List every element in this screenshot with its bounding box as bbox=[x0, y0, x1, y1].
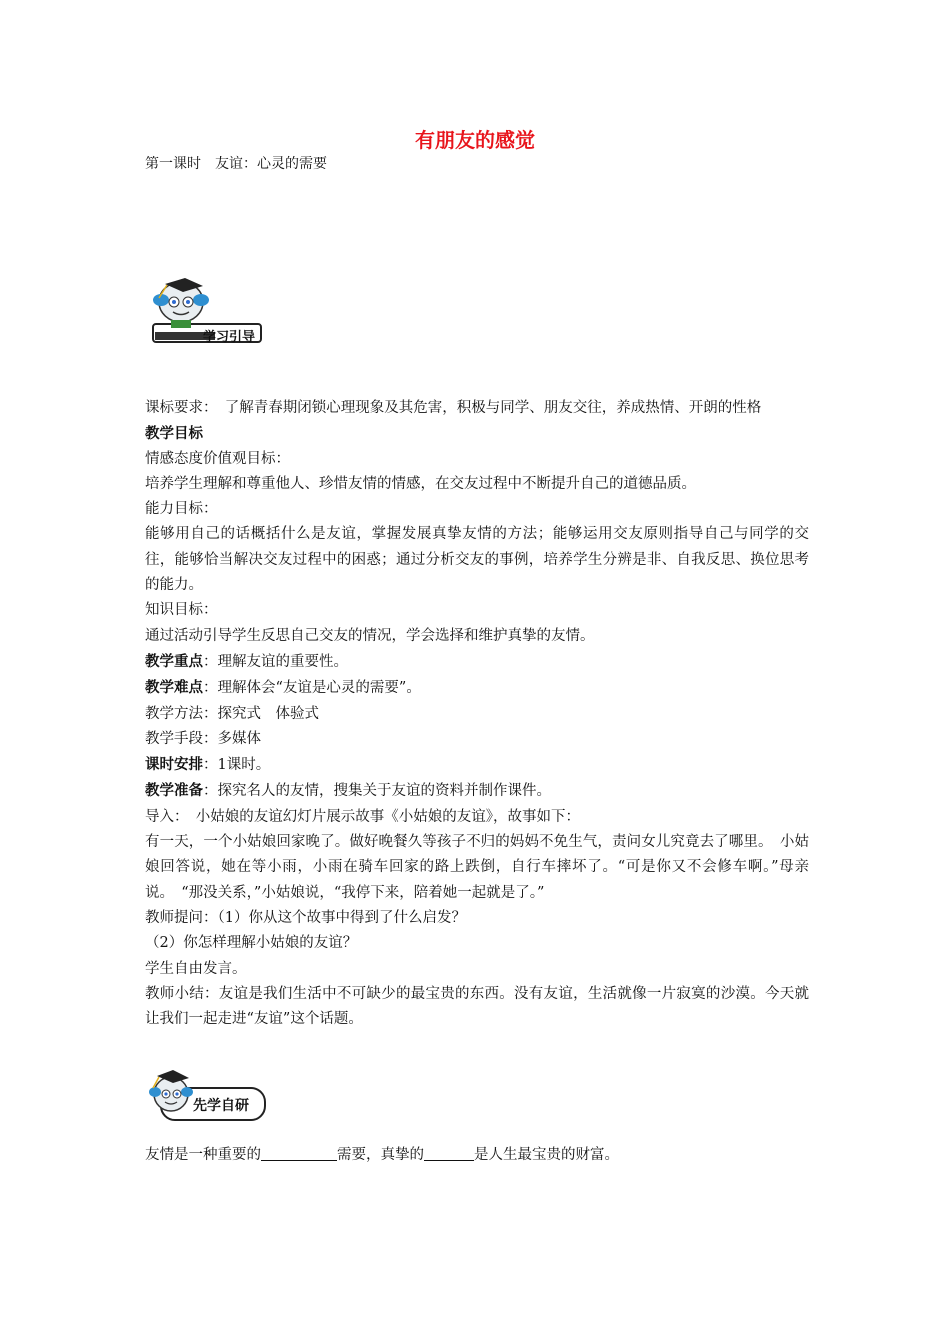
difficulty bbox=[145, 675, 809, 701]
fill-part-1: 友情是一种重要的 bbox=[145, 1147, 261, 1163]
fill-in-blank-question bbox=[145, 1143, 619, 1164]
preparation bbox=[145, 778, 809, 804]
study-guide-label: 学习引导 bbox=[203, 330, 256, 345]
ability-goal-label: 能力目标： bbox=[145, 501, 218, 518]
self-study-banner bbox=[145, 1066, 267, 1124]
teaching-method: 教学方法：探究式 体验式 bbox=[145, 705, 319, 722]
key-point bbox=[145, 649, 809, 675]
teacher-question-1: 教师提问：（1）你从这个故事中得到了什么启发？ bbox=[145, 909, 466, 926]
teaching-goals-heading: 教学目标 bbox=[145, 425, 203, 443]
teaching-means: 教学手段：多媒体 bbox=[145, 730, 261, 747]
free-discussion: 学生自由发言。 bbox=[145, 960, 247, 977]
ability-goal-text: 能够用自己的话概括什么是友谊，掌握发展真挚友情的方法；能够运用交友原则指导自己与同学的交往，能够恰当解决交友过程中的困惑；通过分析交友的事例，培养学生分辨是非、自我反思、换位思考的能力。 bbox=[145, 526, 809, 594]
curriculum-label: 课标要求： bbox=[145, 400, 211, 416]
teacher-summary: 教师小结：友谊是我们生活中不可缺少的最宝贵的东西。没有友谊，生活就像一片寂寞的沙漠。今天就让我们一起走进“友谊”这个话题。 bbox=[145, 985, 809, 1028]
page-title: 有朋友的感觉 bbox=[415, 128, 535, 152]
curriculum-requirement bbox=[145, 396, 809, 421]
fill-part-3: 是人生最宝贵的财富。 bbox=[474, 1147, 619, 1163]
difficulty-label: 教学难点 bbox=[145, 679, 203, 697]
curriculum-text: 了解青春期闭锁心理现象及其危害，积极与同学、朋友交往，养成热情、开朗的性格 bbox=[210, 400, 762, 416]
answer-blank-1[interactable] bbox=[261, 1146, 337, 1161]
story-text: 有一天，一个小姑娘回家晚了。做好晚餐久等孩子不归的妈妈不免生气，责问女儿究竟去了哪里。 小姑娘回答说，她在等小雨，小雨在骑车回家的路上跌倒，自行车摔坏了。“可是你又不会修车啊。”母亲说。 “那没关系，”小姑娘说，“我停下来，陪着她一起就是了。” bbox=[145, 834, 809, 901]
introduction: 导入： 小姑娘的友谊幻灯片展示故事《小姑娘的友谊》，故事如下： bbox=[145, 808, 580, 825]
fill-part-2: 需要，真挚的 bbox=[337, 1147, 424, 1163]
teacher-question-2: （2）你怎样理解小姑娘的友谊？ bbox=[145, 935, 358, 952]
emotion-goal-label: 情感态度价值观目标： bbox=[145, 450, 290, 467]
schedule-text: ：1课时。 bbox=[203, 757, 271, 774]
difficulty-text: ：理解体会“友谊是心灵的需要”。 bbox=[203, 680, 421, 697]
preparation-text: ：探究名人的友情，搜集关于友谊的资料并制作课件。 bbox=[203, 783, 551, 800]
lesson-subtitle: 第一课时 友谊：心灵的需要 bbox=[145, 156, 327, 172]
knowledge-goal-text: 通过活动引导学生反思自己交友的情况，学会选择和维护真挚的友情。 bbox=[145, 627, 595, 644]
key-point-label: 教学重点 bbox=[145, 652, 203, 670]
knowledge-goal-label: 知识目标： bbox=[145, 602, 218, 619]
lesson-body bbox=[145, 396, 809, 1032]
schedule-label: 课时安排 bbox=[145, 756, 203, 774]
schedule bbox=[145, 752, 809, 778]
answer-blank-2[interactable] bbox=[424, 1146, 474, 1161]
study-guide-banner bbox=[145, 276, 265, 346]
emotion-goal-text: 培养学生理解和尊重他人、珍惜友情的情感，在交友过程中不断提升自己的道德品质。 bbox=[145, 475, 696, 492]
preparation-label: 教学准备 bbox=[145, 782, 203, 800]
key-point-text: ：理解友谊的重要性。 bbox=[203, 653, 348, 670]
self-study-label: 先学自研 bbox=[193, 1098, 249, 1114]
